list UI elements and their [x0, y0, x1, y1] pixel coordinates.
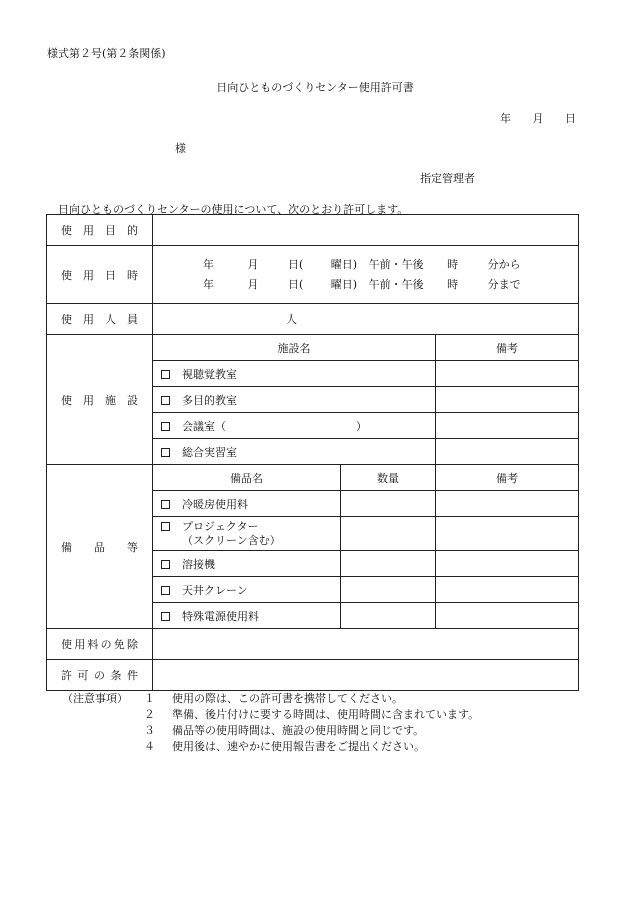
equipment-name: 天井クレーン	[182, 583, 248, 597]
row-datetime	[47, 246, 579, 304]
checkbox[interactable]	[161, 612, 170, 621]
notes-spacer	[62, 707, 144, 723]
equipment-name: プロジェクター	[182, 519, 259, 533]
facility-item-1[interactable]	[153, 361, 436, 387]
equipment-name: 溶接機	[182, 557, 215, 571]
intro-text: 日向ひとものづくりセンターの使用について、次のとおり許可します。	[58, 203, 409, 216]
label-char: 的	[127, 224, 138, 237]
label-char: 目	[105, 224, 116, 237]
equipment-notes-header: 備考	[436, 465, 579, 491]
checkbox[interactable]	[161, 500, 170, 509]
facility-name: 総合実習室	[182, 445, 237, 459]
note-item	[62, 707, 479, 723]
form-number-label: 様式第２号(第２条関係)	[47, 47, 166, 60]
facility-name-header: 施設名	[153, 335, 436, 361]
datetime-value[interactable]	[153, 246, 579, 304]
note-item	[62, 739, 479, 755]
label-char: 時	[127, 268, 138, 282]
equipment-qty-4[interactable]	[341, 577, 436, 603]
note-text: 備品等の使用時間は、施設の使用時間と同じです。	[172, 724, 425, 737]
purpose-label-text	[55, 222, 144, 238]
label-char: 用	[74, 638, 86, 651]
schedule-start	[203, 255, 570, 275]
label-char: 可	[77, 669, 89, 682]
end-hour: 時	[447, 277, 459, 291]
start-month: 月	[247, 257, 259, 271]
people-label	[47, 304, 153, 335]
equipment-qty-2[interactable]	[341, 517, 436, 551]
label-char: 設	[127, 393, 138, 407]
notes-section	[62, 691, 479, 755]
facility-notes-1[interactable]	[436, 361, 579, 387]
equipment-item-3[interactable]	[153, 551, 341, 577]
document-title: 日向ひとものづくりセンター使用許可書	[216, 81, 414, 94]
notes-spacer	[62, 723, 144, 739]
end-day: 日(	[288, 277, 304, 291]
equipment-qty-header: 数量	[341, 465, 436, 491]
facility-notes-header: 備考	[436, 335, 579, 361]
facility-item-3[interactable]	[153, 413, 436, 439]
equipment-item-2[interactable]	[153, 517, 341, 551]
note-text: 使用後は、速やかに使用報告書をご提出ください。	[172, 740, 425, 753]
note-item	[62, 723, 479, 739]
facility-item-2[interactable]	[153, 387, 436, 413]
label-char: の	[94, 669, 105, 682]
note-text: 準備、後片付けに要する時間は、使用時間に含まれています。	[172, 708, 480, 721]
label-char: 使	[61, 268, 72, 282]
row-people	[47, 304, 579, 335]
equipment-label-text	[55, 539, 144, 555]
facility-item-4[interactable]	[153, 439, 436, 465]
label-char: 許	[61, 669, 72, 682]
equipment-notes-4[interactable]	[436, 577, 579, 603]
facility-notes-4[interactable]	[436, 439, 579, 465]
row-purpose	[47, 215, 579, 246]
facility-name: 会議室（	[182, 419, 226, 433]
end-ampm: 午前・午後	[368, 277, 424, 291]
conditions-label	[47, 660, 153, 691]
projector-subnote: （スクリーン含む）	[182, 533, 281, 547]
datetime-label	[47, 246, 153, 304]
people-unit: 人	[286, 313, 297, 326]
issuer-label: 指定管理者	[420, 172, 475, 185]
equipment-name: 冷暖房使用料	[182, 497, 248, 511]
permit-table	[46, 214, 579, 691]
facility-name: 多目的教室	[182, 393, 237, 407]
label-char: 用	[83, 313, 94, 326]
facility-notes-3[interactable]	[436, 413, 579, 439]
label-char: 使	[61, 393, 72, 407]
note-item	[62, 691, 479, 707]
checkbox[interactable]	[161, 370, 170, 379]
conditions-label-text	[55, 667, 144, 683]
people-label-text	[55, 311, 144, 327]
label-char: 用	[83, 224, 94, 237]
label-char: 使	[61, 224, 72, 237]
recipient-suffix: 様	[175, 142, 186, 155]
label-char: 用	[83, 393, 94, 407]
equipment-item-5[interactable]	[153, 603, 341, 629]
facility-name: 視聴覚教室	[182, 367, 237, 381]
start-weekday: 曜日)	[330, 257, 358, 271]
end-month: 月	[247, 277, 259, 291]
issue-date	[500, 110, 576, 126]
fee-exemption-label-text	[55, 636, 144, 652]
start-day: 日(	[288, 257, 304, 271]
label-char: 人	[105, 313, 116, 326]
conditions-value[interactable]	[153, 660, 579, 691]
checkbox[interactable]	[161, 586, 170, 595]
checkbox[interactable]	[161, 560, 170, 569]
facility-notes-2[interactable]	[436, 387, 579, 413]
equipment-qty-3[interactable]	[341, 551, 436, 577]
label-char: 使	[61, 313, 72, 326]
label-char: 品	[94, 540, 105, 554]
label-char: 施	[105, 393, 116, 407]
end-minute: 分まで	[487, 277, 521, 291]
label-char: 等	[127, 540, 138, 554]
equipment-notes-3[interactable]	[436, 551, 579, 577]
schedule-end	[203, 275, 570, 295]
equipment-header-row	[47, 465, 579, 491]
note-number: １	[144, 692, 155, 705]
start-year: 年	[203, 257, 214, 271]
equipment-name: 特殊電源使用料	[182, 609, 259, 623]
equipment-qty-5[interactable]	[341, 603, 436, 629]
notes-heading: （注意事項）	[62, 692, 128, 705]
label-char: 員	[127, 313, 138, 326]
label-char: 料	[87, 638, 99, 651]
date-year: 年	[500, 112, 511, 125]
label-char: 条	[110, 669, 122, 682]
date-day: 日	[565, 112, 576, 125]
date-month: 月	[532, 112, 544, 125]
label-char: 免	[113, 638, 125, 651]
equipment-item-4[interactable]	[153, 577, 341, 603]
end-year: 年	[203, 277, 214, 291]
note-number: ２	[144, 708, 155, 721]
label-char: 使	[61, 638, 72, 651]
equipment-qty-1[interactable]	[341, 491, 436, 517]
checkbox[interactable]	[161, 448, 170, 457]
label-char: 除	[126, 638, 138, 651]
fee-exemption-value[interactable]	[153, 629, 579, 660]
fee-exemption-label	[47, 629, 153, 660]
row-fee-exemption	[47, 629, 579, 660]
facilities-label	[47, 335, 153, 465]
equipment-notes-2[interactable]	[436, 517, 579, 551]
checkbox[interactable]	[161, 422, 170, 431]
end-weekday: 曜日)	[330, 277, 358, 291]
checkbox[interactable]	[161, 522, 170, 531]
purpose-value[interactable]	[153, 215, 579, 246]
label-char: 日	[105, 268, 116, 282]
note-text: 使用の際は、この許可書を携帯してください。	[172, 692, 403, 705]
purpose-label	[47, 215, 153, 246]
equipment-label	[47, 465, 153, 629]
equipment-name-header: 備品名	[153, 465, 341, 491]
meeting-room-close: ）	[356, 419, 367, 433]
start-ampm: 午前・午後	[368, 257, 424, 271]
equipment-item-1[interactable]	[153, 491, 341, 517]
note-number: ３	[144, 724, 155, 737]
facility-header-row	[47, 335, 579, 361]
datetime-label-text	[55, 267, 144, 283]
people-value[interactable]	[153, 304, 579, 335]
row-conditions	[47, 660, 579, 691]
label-char: の	[100, 638, 112, 651]
note-number: ４	[144, 740, 155, 753]
equipment-notes-5[interactable]	[436, 603, 579, 629]
start-minute: 分から	[487, 257, 521, 271]
label-char: 件	[127, 669, 138, 682]
label-char: 備	[61, 540, 72, 554]
facilities-label-text	[55, 392, 144, 408]
label-char: 用	[83, 268, 94, 282]
notes-spacer	[62, 739, 144, 755]
equipment-notes-1[interactable]	[436, 491, 579, 517]
start-hour: 時	[447, 257, 459, 271]
checkbox[interactable]	[161, 396, 170, 405]
